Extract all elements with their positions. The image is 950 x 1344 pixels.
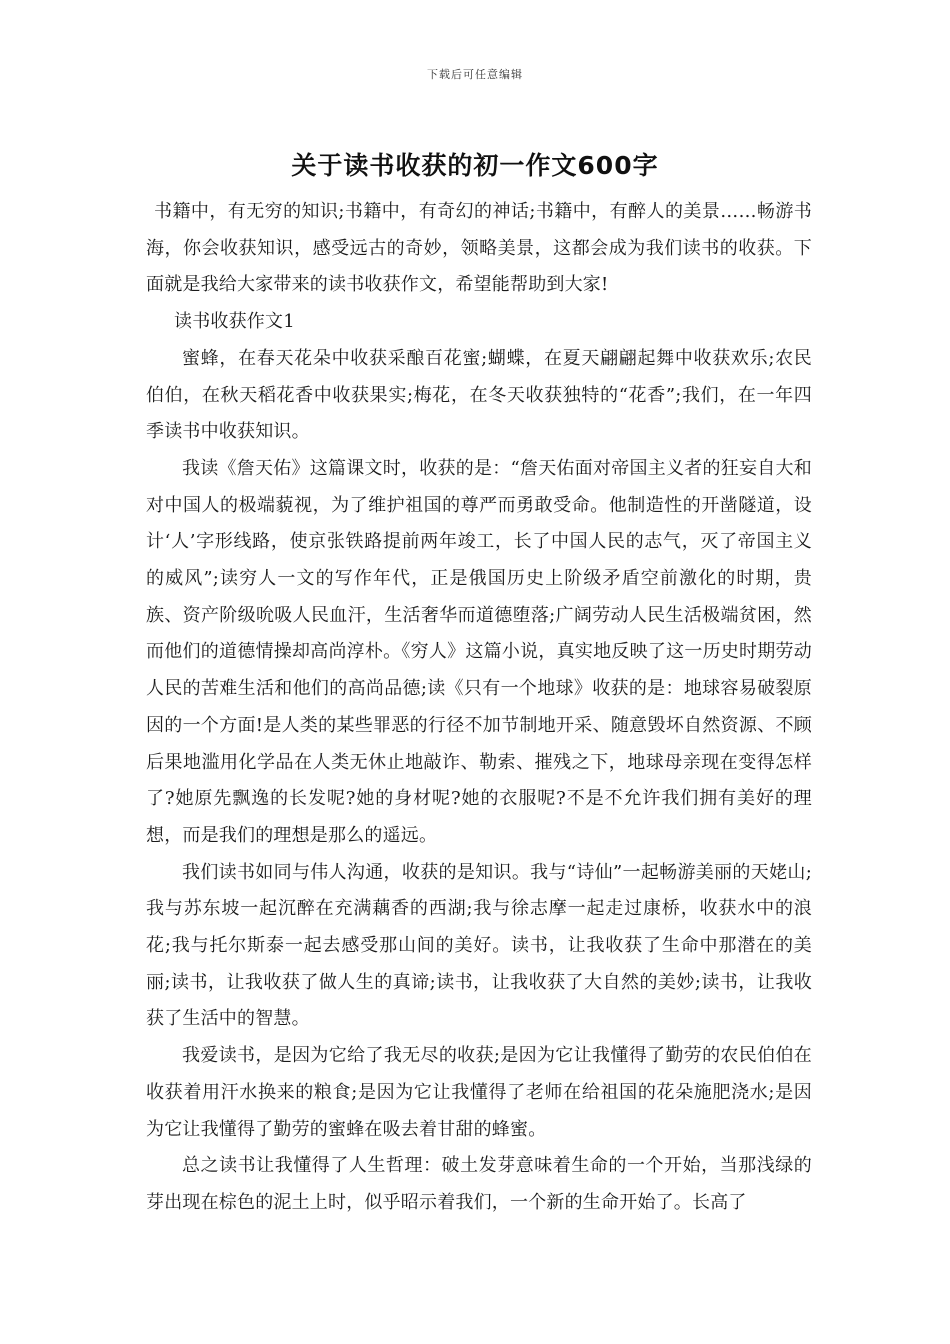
intro-paragraph: 书籍中，有无穷的知识;书籍中，有奇幻的神话;书籍中，有醉人的美景……畅游书海，你会收获知识，感受远古的奇妙，领略美景，这都会成为我们读书的收获。下面就是我给大家带来的读书收获作文，希望能帮助到大家! bbox=[146, 201, 812, 296]
body-paragraph: 蜜蜂，在春天花朵中收获采酿百花蜜;蝴蝶，在夏天翩翩起舞中收获欢乐;农民伯伯，在秋天稻花香中收获果实;梅花，在冬天收获独特的“花香”;我们，在一年四季读书中收获知识。 bbox=[146, 347, 812, 443]
section-heading: 读书收获作文1 bbox=[174, 311, 295, 333]
body-paragraph: 我爱读书，是因为它给了我无尽的收获;是因为它让我懂得了勤劳的农民伯伯在收获着用汗水换来的粮食;是因为它让我懂得了老师在给祖国的花朵施肥浇水;是因为它让我懂得了勤劳的蜜蜂在吸去着甘甜的蜂蜜。 bbox=[146, 1045, 812, 1140]
document-title: 关于读书收获的初一作文600字 bbox=[291, 151, 659, 180]
body-paragraph: 我读《詹天佑》这篇课文时，收获的是：“詹天佑面对帝国主义者的狂妄自大和对中国人的极端藐视，为了维护祖国的尊严而勇敢受命。他制造性的开凿隧道，设计‘人’字形线路，使京张铁路提前两年竣工，长了中国人民的志气，灭了帝国主义的威风”;读穷人一文的写作年代，正是俄国历史上阶级矛盾空前激化的时期，贵族、资产阶级吮吸人民血汗，生活奢华而道德堕落;广阔劳动人民生活极端贫困，然而他们的道德情操却高尚淳朴。《穷人》这篇小说，真实地反映了这一历史时期劳动人民的苦难生活和他们的高尚品德;读《只有一个地球》收获的是：地球容易破裂原因的一个方面!是人类的某些罪恶的行径不加节制地开采、随意毁坏自然资源、不顾后果地滥用化学品在人类无休止地敲诈、勒索、摧残之下，地球母亲现在变得怎样了?她原先飘逸的长发呢?她的身材呢?她的衣服呢?不是不允许我们拥有美好的理想，而是我们的理想是那么的遥远。 bbox=[146, 457, 812, 846]
body-paragraph: 总之读书让我懂得了人生哲理：破土发芽意味着生命的一个开始，当那浅绿的芽出现在棕色的泥土上时，似乎昭示着我们，一个新的生命开始了。长高了 bbox=[146, 1155, 812, 1213]
page-header-note: 下载后可任意编辑 bbox=[427, 68, 523, 81]
body-paragraph: 我们读书如同与伟人沟通，收获的是知识。我与“诗仙”一起畅游美丽的天姥山;我与苏东坡一起沉醉在充满藕香的西湖;我与徐志摩一起走过康桥，收获水中的浪花;我与托尔斯泰一起去感受那山间的美好。读书，让我收获了生命中那潜在的美丽;读书，让我收获了做人生的真谛;读书，让我收获了大自然的美妙;读书，让我收获了生活中的智慧。 bbox=[146, 861, 812, 1030]
document-body bbox=[146, 194, 812, 1222]
